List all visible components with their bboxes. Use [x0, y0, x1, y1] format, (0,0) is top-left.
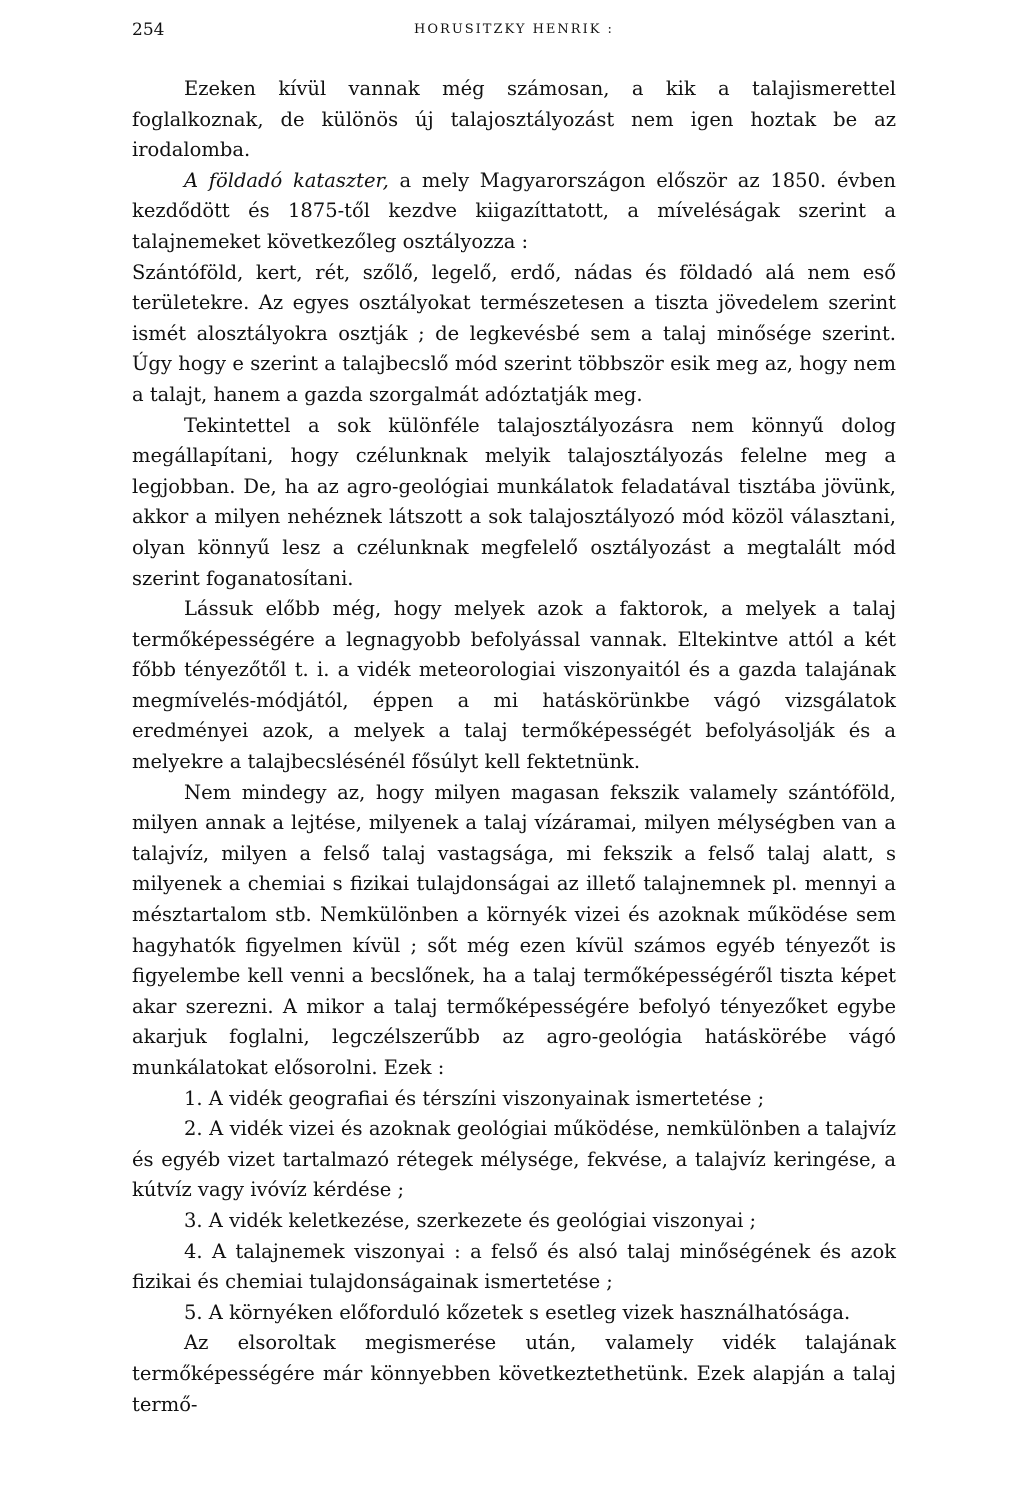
list-item-2: 2. A vidék vizei és azoknak geológiai működése, nemkülönben a talajvíz és egyéb vizet tartalmazó rétegek mélysége, fekvése, a talajvíz keringése, a kútvíz vagy ivóvíz kérdése ; [132, 1117, 896, 1202]
body-text [132, 74, 896, 1420]
paragraph-7: Az elsoroltak megismerése után, valamely vidék talajának termőképességére már könnyebben következtethetünk. Ezek alapján a talaj termő- [132, 1331, 896, 1416]
list-item-4: 4. A talajnemek viszonyai : a felső és alsó talaj minőségének és azok fizikai és chemiai tulajdonságainak ismertetése ; [132, 1239, 896, 1294]
paragraph-3: Szántóföld, kert, rét, szőlő, legelő, erdő, nádas és földadó alá nem eső területekre. Az egyes osztályokat természetesen a tiszta jövedelem szerint ismét alosztályokra osztják ; de legkevésbé sem a talaj minősége szerint. Úgy hogy e szerint a talajbecslő mód szerint többször esik meg az, hogy nem a talajt, hanem a gazda szorgalmát adóztatják meg. [132, 260, 896, 406]
page-number: 254 [132, 20, 165, 40]
paragraph-1: Ezeken kívül vannak még számosan, a kik a talajismerettel foglalkoznak, de különös új talajosztályozást nem igen hoztak be az irodalomba. [132, 77, 896, 162]
paragraph-5: Lássuk előbb még, hogy melyek azok a faktorok, a melyek a talaj termőképességére a legnagyobb befolyással vannak. Eltekintve attól a két főbb tényezőtől t. i. a vidék meteorologiai viszonyaitól és a gazda talajának megmívelés-módjától, éppen a mi hatáskörünkbe vágó vizsgálatok eredményei azok, a melyek a talaj termőképességét befolyásolják és a melyekre a talajbecslésénél fősúlyt kell fektetnünk. [132, 597, 896, 774]
paragraph-6: Nem mindegy az, hogy milyen magasan fekszik valamely szántóföld, milyen annak a lejtése, milyenek a talaj vízáramai, milyen mélységben van a talajvíz, milyen a felső talaj vastagsága, mi fekszik a felső talaj alatt, s milyenek a chemiai s fizikai tulajdonságai az illető talajnemnek pl. mennyi a mésztartalom stb. Nemkülönben a környék vizei és azoknak működése sem hagyhatók figyelmen kívül ; sőt még ezen kívül számos egyéb tényezőt is figyelembe kell venni a becslőnek, ha a talaj termőképességéről tiszta képet akar szerezni. A mikor a talaj termőképességére befolyó tényezőket egybe akarjuk foglalni, legczélszerűbb az agro-geológia hatáskörébe vágó munkálatokat elősorolni. Ezek : [132, 780, 896, 1079]
page-header [132, 20, 896, 44]
book-page [132, 20, 896, 1420]
paragraph-4: Tekintettel a sok különféle talajosztályozásra nem könnyű dolog megállapítani, hogy czélunknak melyik talajosztályozás felelne meg a legjobban. De, ha az agro-geológiai munkálatok feladatával tisztába jövünk, akkor a milyen nehéznek látszott a sok talajosztályozó mód közöl választani, olyan könnyű lesz a czélunknak megfelelő osztályozást a megtalált mód szerint foganatosítani. [132, 413, 896, 590]
list-item-3: 3. A vidék keletkezése, szerkezete és geológiai viszonyai ; [184, 1208, 757, 1232]
list-item-5: 5. A környéken előforduló kőzetek s esetleg vizek használhatósága. [184, 1300, 851, 1324]
paragraph-2-text: a mely Magyarországon először az 1850. évben kezdődött és 1875-től kezdve kiigazíttatott, a míveléságak szerint a talajnemeket következőleg osztályozza : [132, 168, 896, 253]
paragraph-2 [132, 166, 896, 258]
list-item-1: 1. A vidék geografiai és térszíni viszonyainak ismertetése ; [184, 1086, 765, 1110]
paragraph-2-italic: A földadó kataszter, [184, 168, 389, 192]
running-head: HORUSITZKY HENRIK : [414, 22, 614, 37]
